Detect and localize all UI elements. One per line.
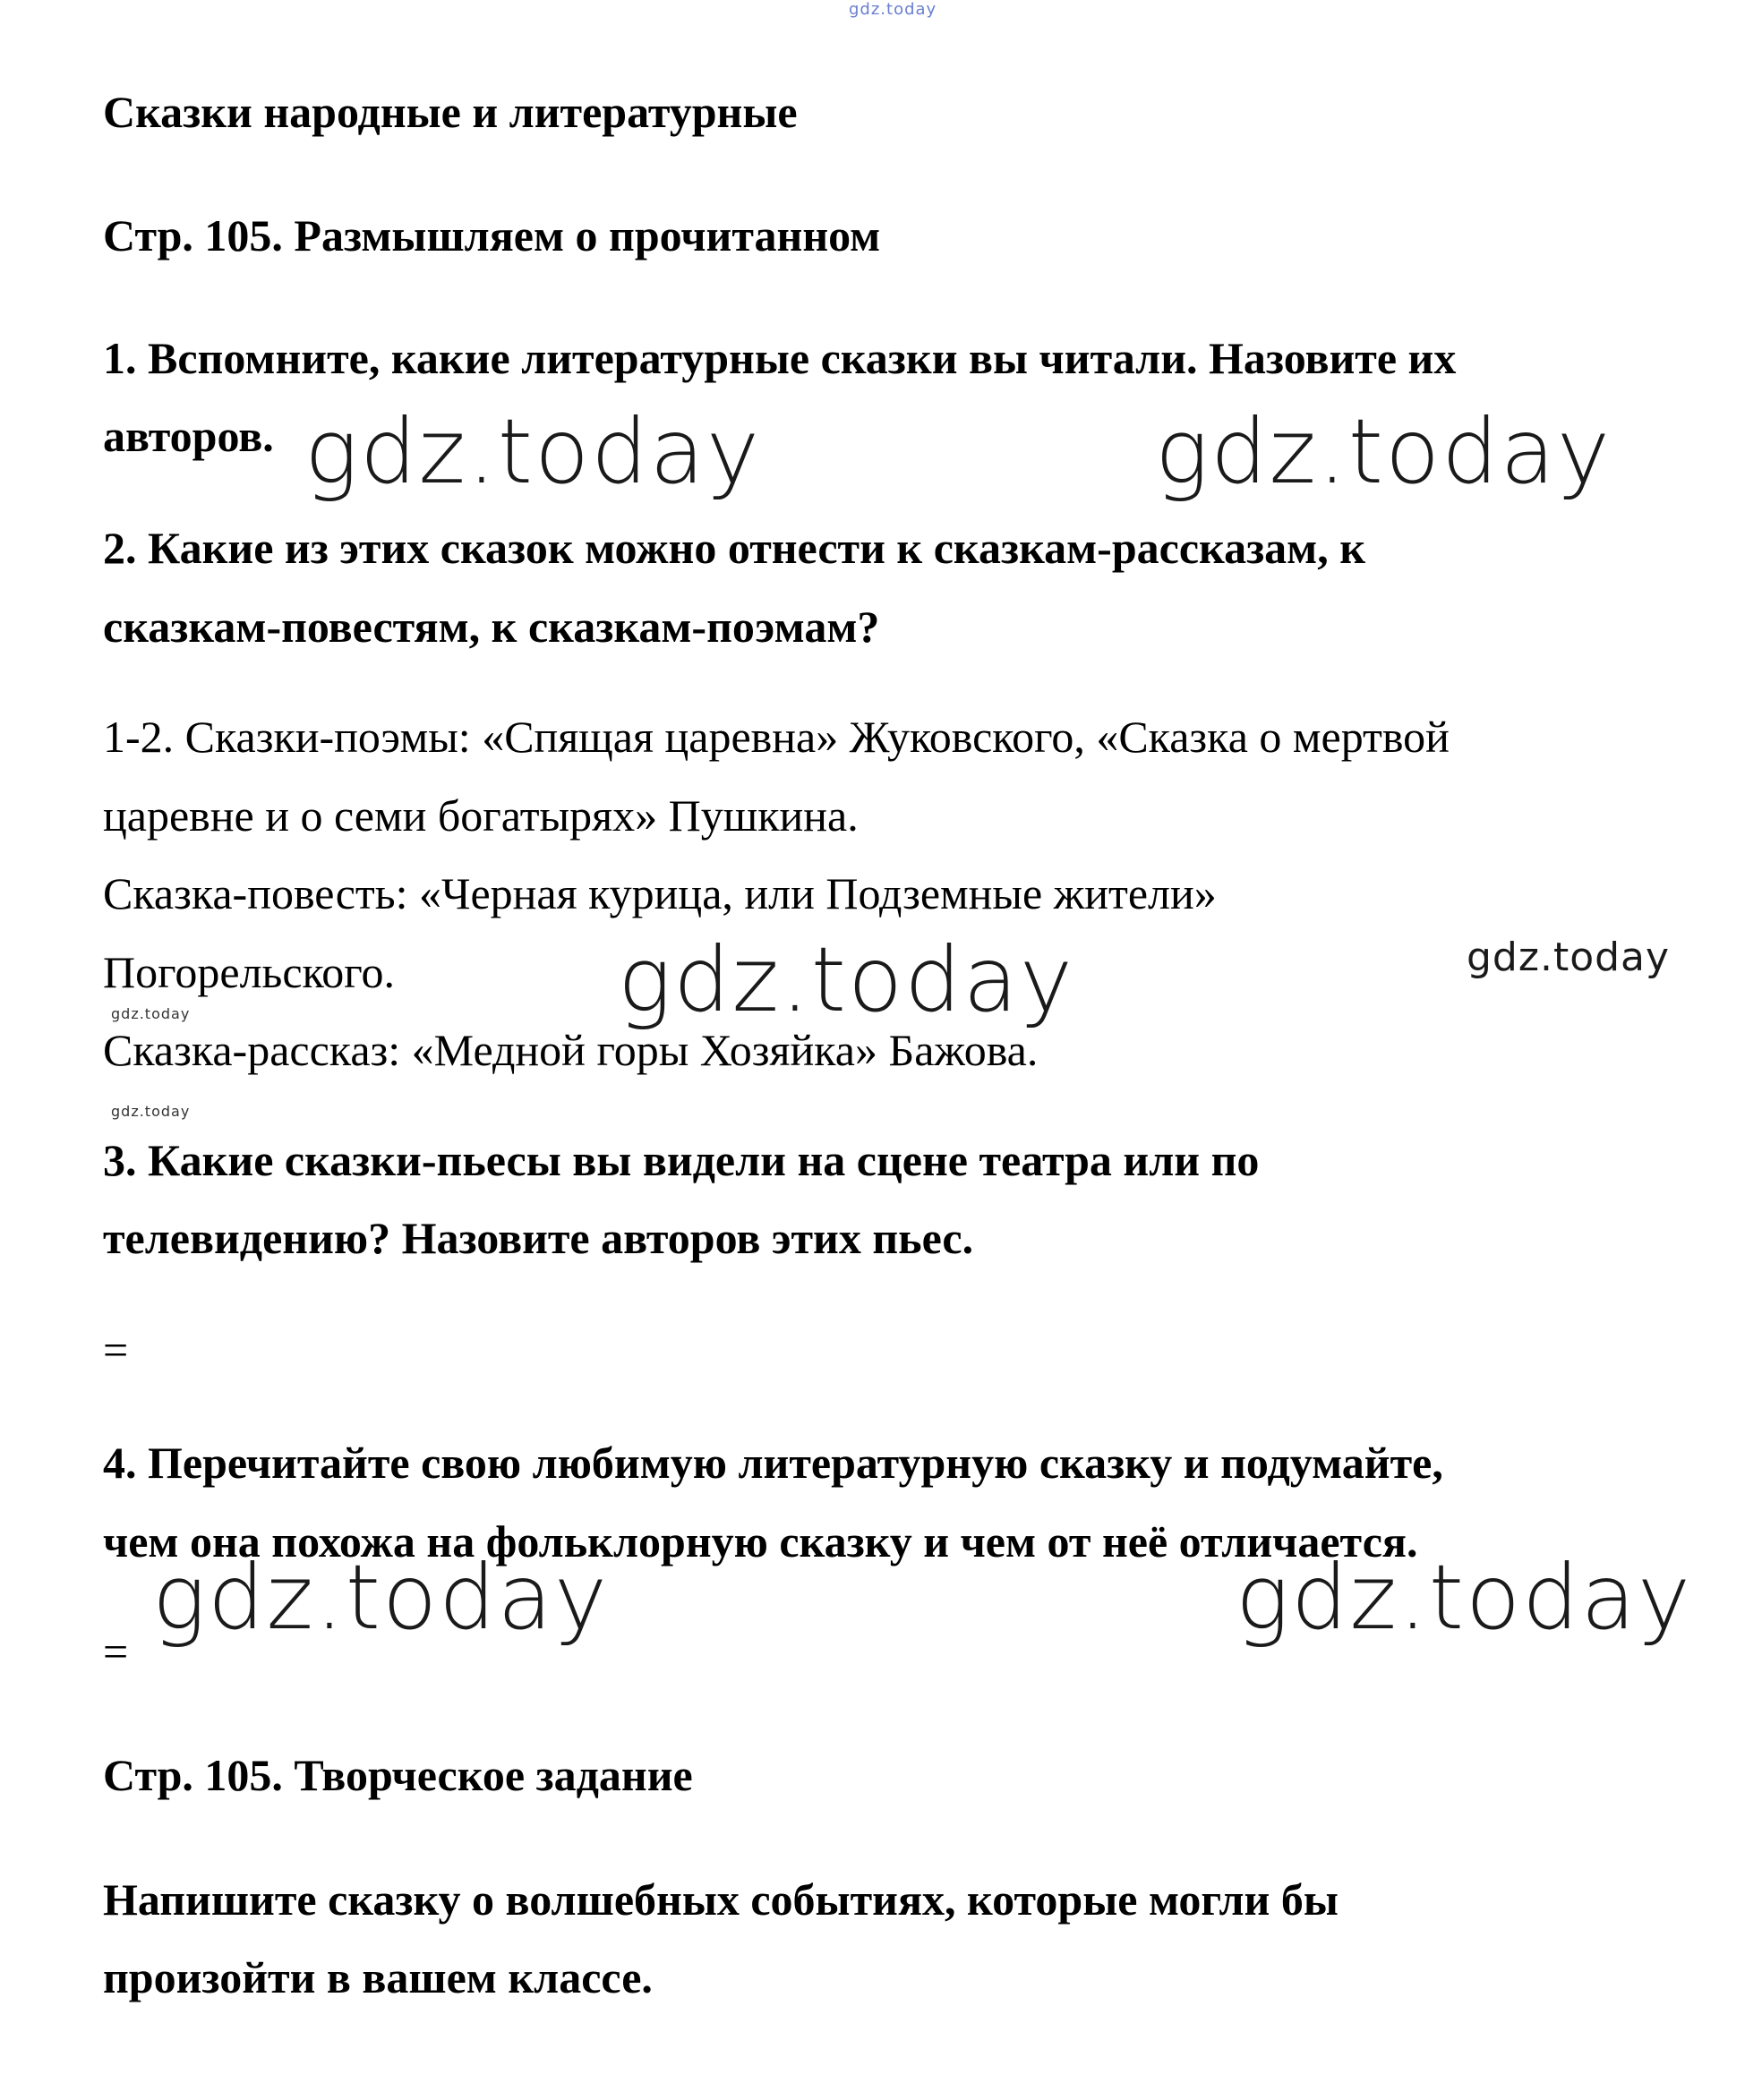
question-2-line-1: 2. Какие из этих сказок можно отнести к сказкам-рассказам, к [103,523,1366,573]
watermark-large: gdz.today [304,399,762,504]
watermark-large: gdz.today [152,1545,610,1650]
header-watermark: gdz.today [849,0,937,19]
watermark-medium: gdz.today [1467,935,1671,980]
task-line-2: произойти в вашем классе. [103,1952,653,2002]
question-3-line-1: 3. Какие сказки-пьесы вы видели на сцене театра или по [103,1135,1260,1185]
task-line-1: Напишите сказку о волшебных событиях, которые могли бы [103,1874,1339,1925]
answer-12-line-4: Погорельского. [103,947,396,997]
answer-12-line-1: 1-2. Сказки-поэмы: «Спящая царевна» Жуковского, «Сказка о мертвой [103,712,1450,762]
section-heading-reflection: Стр. 105. Размышляем о прочитанном [103,210,881,260]
answer-3: = [103,1325,129,1375]
answer-12-line-5: Сказка-рассказ: «Медной горы Хозяйка» Бажова. [103,1025,1039,1075]
question-1-line-2: авторов. [103,411,274,461]
question-4-line-2: чем она похожа на фольклорную сказку и чем от неё отличается. [103,1516,1418,1566]
watermark-large: gdz.today [1236,1545,1693,1650]
question-3-line-2: телевидению? Назовите авторов этих пьес. [103,1213,974,1263]
watermark-large: gdz.today [1155,399,1612,504]
watermark-large: gdz.today [618,927,1075,1032]
section-heading-creative: Стр. 105. Творческое задание [103,1750,693,1800]
page-title: Сказки народные и литературные [103,87,798,137]
answer-4: = [103,1626,129,1677]
watermark-small: gdz.today [111,1005,191,1022]
question-2-line-2: сказкам-повестям, к сказкам-поэмам? [103,602,880,652]
answer-12-line-2: царевне и о семи богатырях» Пушкина. [103,790,859,841]
watermark-small: gdz.today [111,1103,191,1120]
answer-12-line-3: Сказка-повесть: «Черная курица, или Подземные жители» [103,868,1217,918]
question-1-line-1: 1. Вспомните, какие литературные сказки вы читали. Назовите их [103,333,1457,383]
question-4-line-1: 4. Перечитайте свою любимую литературную сказку и подумайте, [103,1438,1443,1488]
